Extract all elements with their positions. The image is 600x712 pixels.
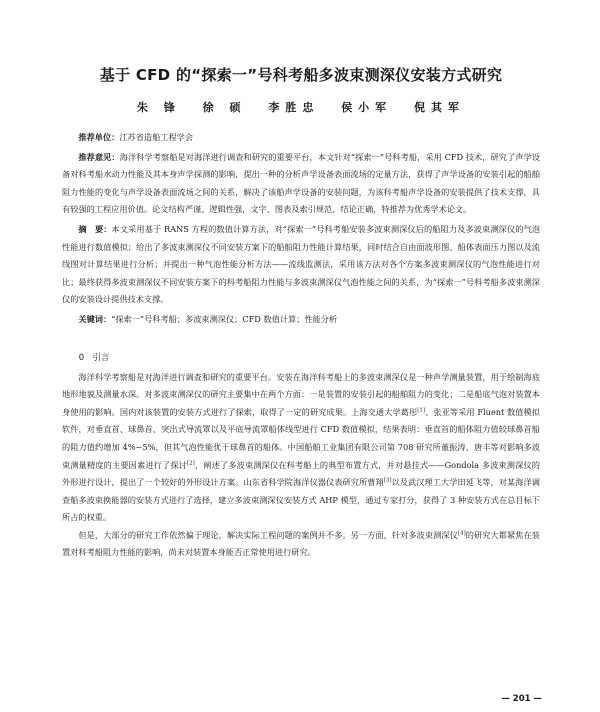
- citation: [4]: [457, 530, 466, 537]
- recommending-unit: [62, 129, 540, 147]
- author-name: 侯小军: [341, 101, 393, 114]
- intro-text: 的研究大都紧焦在装置对科考船阻力性能的影响，尚未对装置本身能否正常使用进行研究。: [62, 529, 540, 558]
- intro-text: 、张亚等采用 Fluent 数值模拟软件，对垂直首、球鼻首、突出式导流罩以及平底导流罩船体线型进行 CFD 数值模拟，结果表明：垂直首的船体阻力值较球鼻首船的阻力值约增加 4%~5%，但其气泡性能优于球鼻首的船体。中国船舶工业集团有限公司第 708 研究所董振涛、唐丰等对影响多波束测量精度的主要因素进行了探讨: [62, 406, 540, 470]
- author-name: 徐 硕: [202, 101, 247, 114]
- intro-paragraph-2: [62, 527, 540, 562]
- intro-paragraph-1: [62, 369, 540, 527]
- intro-text: ，阐述了多波束测深仪在科考船上的典型布置方式，并对悬挂式——Gondola 多波束测深仪的外形进行设计，提出了一个较好的外形设计方案。山东省科学院海洋仪器仪表研究所曹翔: [62, 459, 540, 488]
- abstract: [62, 221, 540, 309]
- intro-text: 海洋科学考察船是对海洋进行调查和研究的重要平台。安装在海洋科考船上的多波束测深仪是一种声学测量装置，用于绘制海底地形地貌及测量水深。对多波束测深仪的研究主要集中在两个方面：一是装置的安装引起的船舶阻力的变化；二是船底气泡对装置本身使用的影响。国内对该装置的安装方式进行了探索，取得了一定的研究成果。上海交通大学葛彤: [62, 371, 540, 417]
- keywords-label: 关键词：: [78, 313, 112, 324]
- recommending-unit-label: 推荐单位：: [78, 132, 120, 142]
- citation: [2]: [187, 459, 195, 466]
- author-name: 倪其军: [414, 101, 466, 114]
- keywords: [62, 311, 540, 329]
- abstract-text: 本文采用基于 RANS 方程的数值计算方法，对“探索一”号科考船安装多波束测深仪后的船阻力及多波束测深仪的气泡性能进行数值模拟；给出了多波束测深仪不同安装方案下的船舶阻力性能计算结果，同时结合自由面波形图、船体表面压力图以及流线图对计算结果进行分析；并提出一种气泡性能分析方法——流线监测法，采用该方法对各个方案多波束测深仪的气泡性能进行对比；最终获得多波束测深仪不同安装方案下的科考船阻力性能与多波束测深仪气泡性能之间的关系，为“探索一”号科考船多波束测深仪的安装设计提供技术支撑。: [62, 223, 540, 305]
- recommendation-label: 推荐意见：: [78, 151, 120, 162]
- paper-title: 基于 CFD 的“探索一”号科考船多波束测深仪安装方式研究: [99, 66, 503, 84]
- abstract-label: 摘 要：: [78, 223, 112, 234]
- citation: [3]: [383, 477, 392, 484]
- author-name: 李胜忠: [268, 101, 320, 114]
- page-number: — 201 —: [501, 694, 542, 704]
- recommending-unit-text: 江苏省造船工程学会: [119, 132, 194, 142]
- section-heading-introduction: 0 引言: [78, 351, 110, 362]
- recommendation: [62, 149, 540, 219]
- author-list: [62, 99, 540, 115]
- keywords-text: “探索一”号科考船；多波束测深仪；CFD 数值计算；性能分析: [111, 313, 338, 324]
- intro-text: 以及武汉理工大学田延飞等，对某海洋调查船多波束换能器的安装方式进行了选择，建立多波束测深仪安装方式 AHP 模型，通过专家打分，获得了 3 种安装方式在总目标下所占的权重。: [62, 477, 540, 523]
- author-name: 朱 锋: [136, 101, 181, 114]
- recommendation-text: 海洋科学考察船是对海洋进行调查和研究的重要平台，本文针对“探索一”号科考船，采用 CFD 技术，研究了声学设备对科考船水动力性能及其本身声学探测的影响，提出一种的分析声学设备表面流场的定量方法，获得了声学设备的安装引起的船舶阻力性能的变化与声学设备表面流场之间的关系，解决了该船声学设备的安装问题，为该科考船声学设备的安装提供了技术支撑，具有较强的工程应用价值。论文结构严谨、逻辑性强，文字、图表及索引规范、结论正确，特推荐为优秀学术论文。: [62, 151, 540, 215]
- citation: [1]: [417, 406, 426, 413]
- intro-text: 但是，大部分的研究工作依然偏于理论，解决实际工程问题的案例并不多。另一方面，针对多波束测深仪: [78, 529, 458, 540]
